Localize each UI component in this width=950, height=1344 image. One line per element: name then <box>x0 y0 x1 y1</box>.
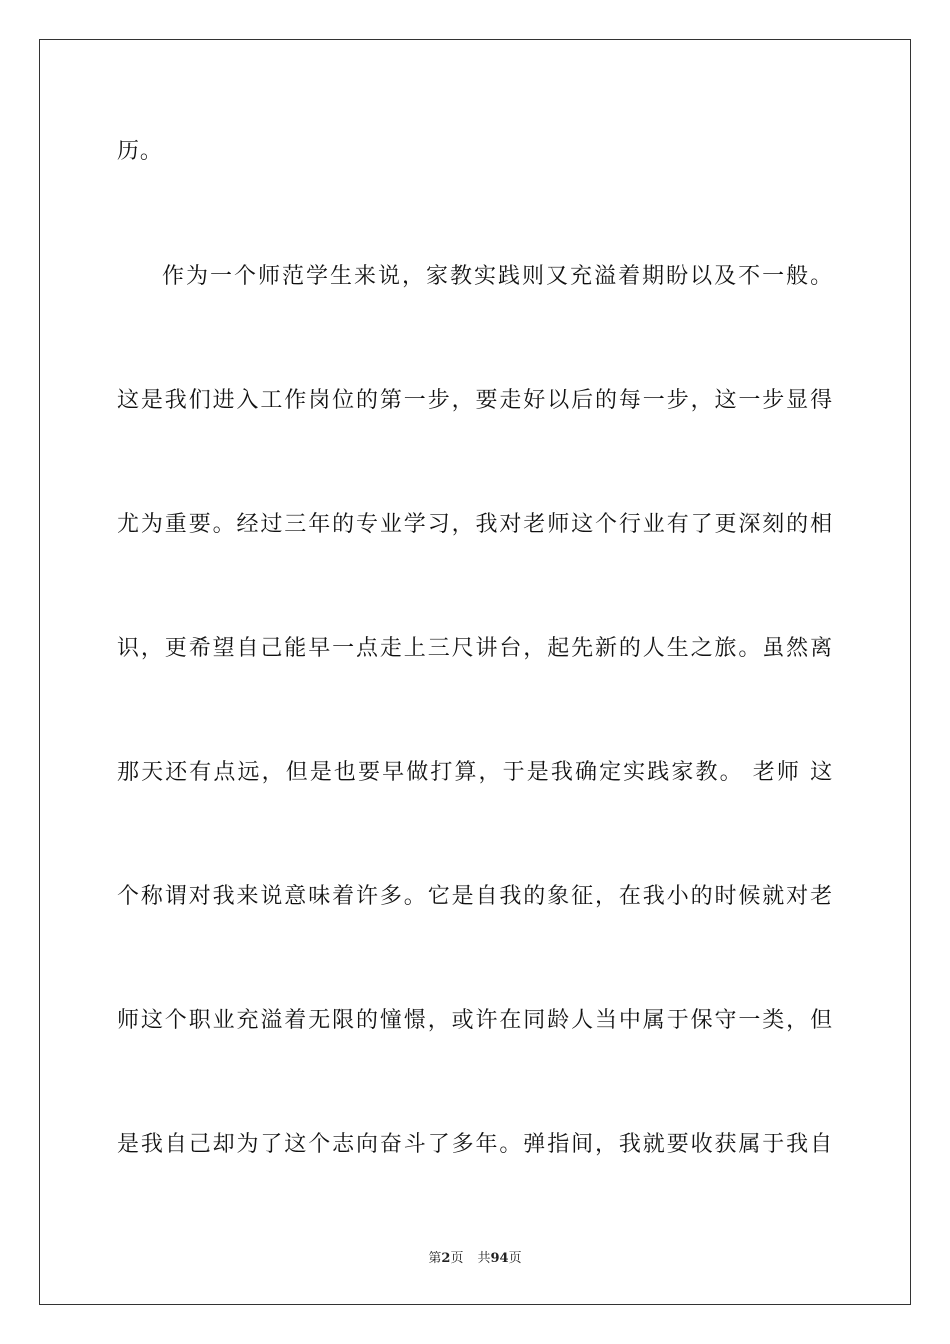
page-border <box>39 39 911 1305</box>
page-footer <box>0 1247 950 1266</box>
text-line: 是我自己却为了这个志向奋斗了多年。弹指间，我就要收获属于我自 <box>117 1132 833 1157</box>
text-line: 这是我们进入工作岗位的第一步，要走好以后的每一步，这一步显得 <box>117 388 833 413</box>
page-suffix: 页 <box>450 1251 464 1266</box>
text-line: 识，更希望自己能早一点走上三尺讲台，起先新的人生之旅。虽然离 <box>117 636 833 661</box>
total-pages: 94 <box>490 1251 509 1266</box>
total-suffix: 页 <box>508 1251 522 1266</box>
total-prefix: 共 <box>477 1251 491 1266</box>
page-number: 2 <box>441 1251 451 1266</box>
text-line: 师这个职业充溢着无限的憧憬，或许在同龄人当中属于保守一类，但 <box>117 1008 833 1033</box>
page-prefix: 第 <box>428 1251 442 1266</box>
text-line: 个称谓对我来说意味着许多。它是自我的象征，在我小的时候就对老 <box>117 884 833 909</box>
text-line: 历。 <box>117 139 163 164</box>
text-line: 作为一个师范学生来说，家教实践则又充溢着期盼以及不一般。 <box>162 264 833 289</box>
text-line: 尤为重要。经过三年的专业学习，我对老师这个行业有了更深刻的相 <box>117 512 833 537</box>
text-line: 那天还有点远，但是也要早做打算，于是我确定实践家教。 老师 这 <box>117 760 833 785</box>
